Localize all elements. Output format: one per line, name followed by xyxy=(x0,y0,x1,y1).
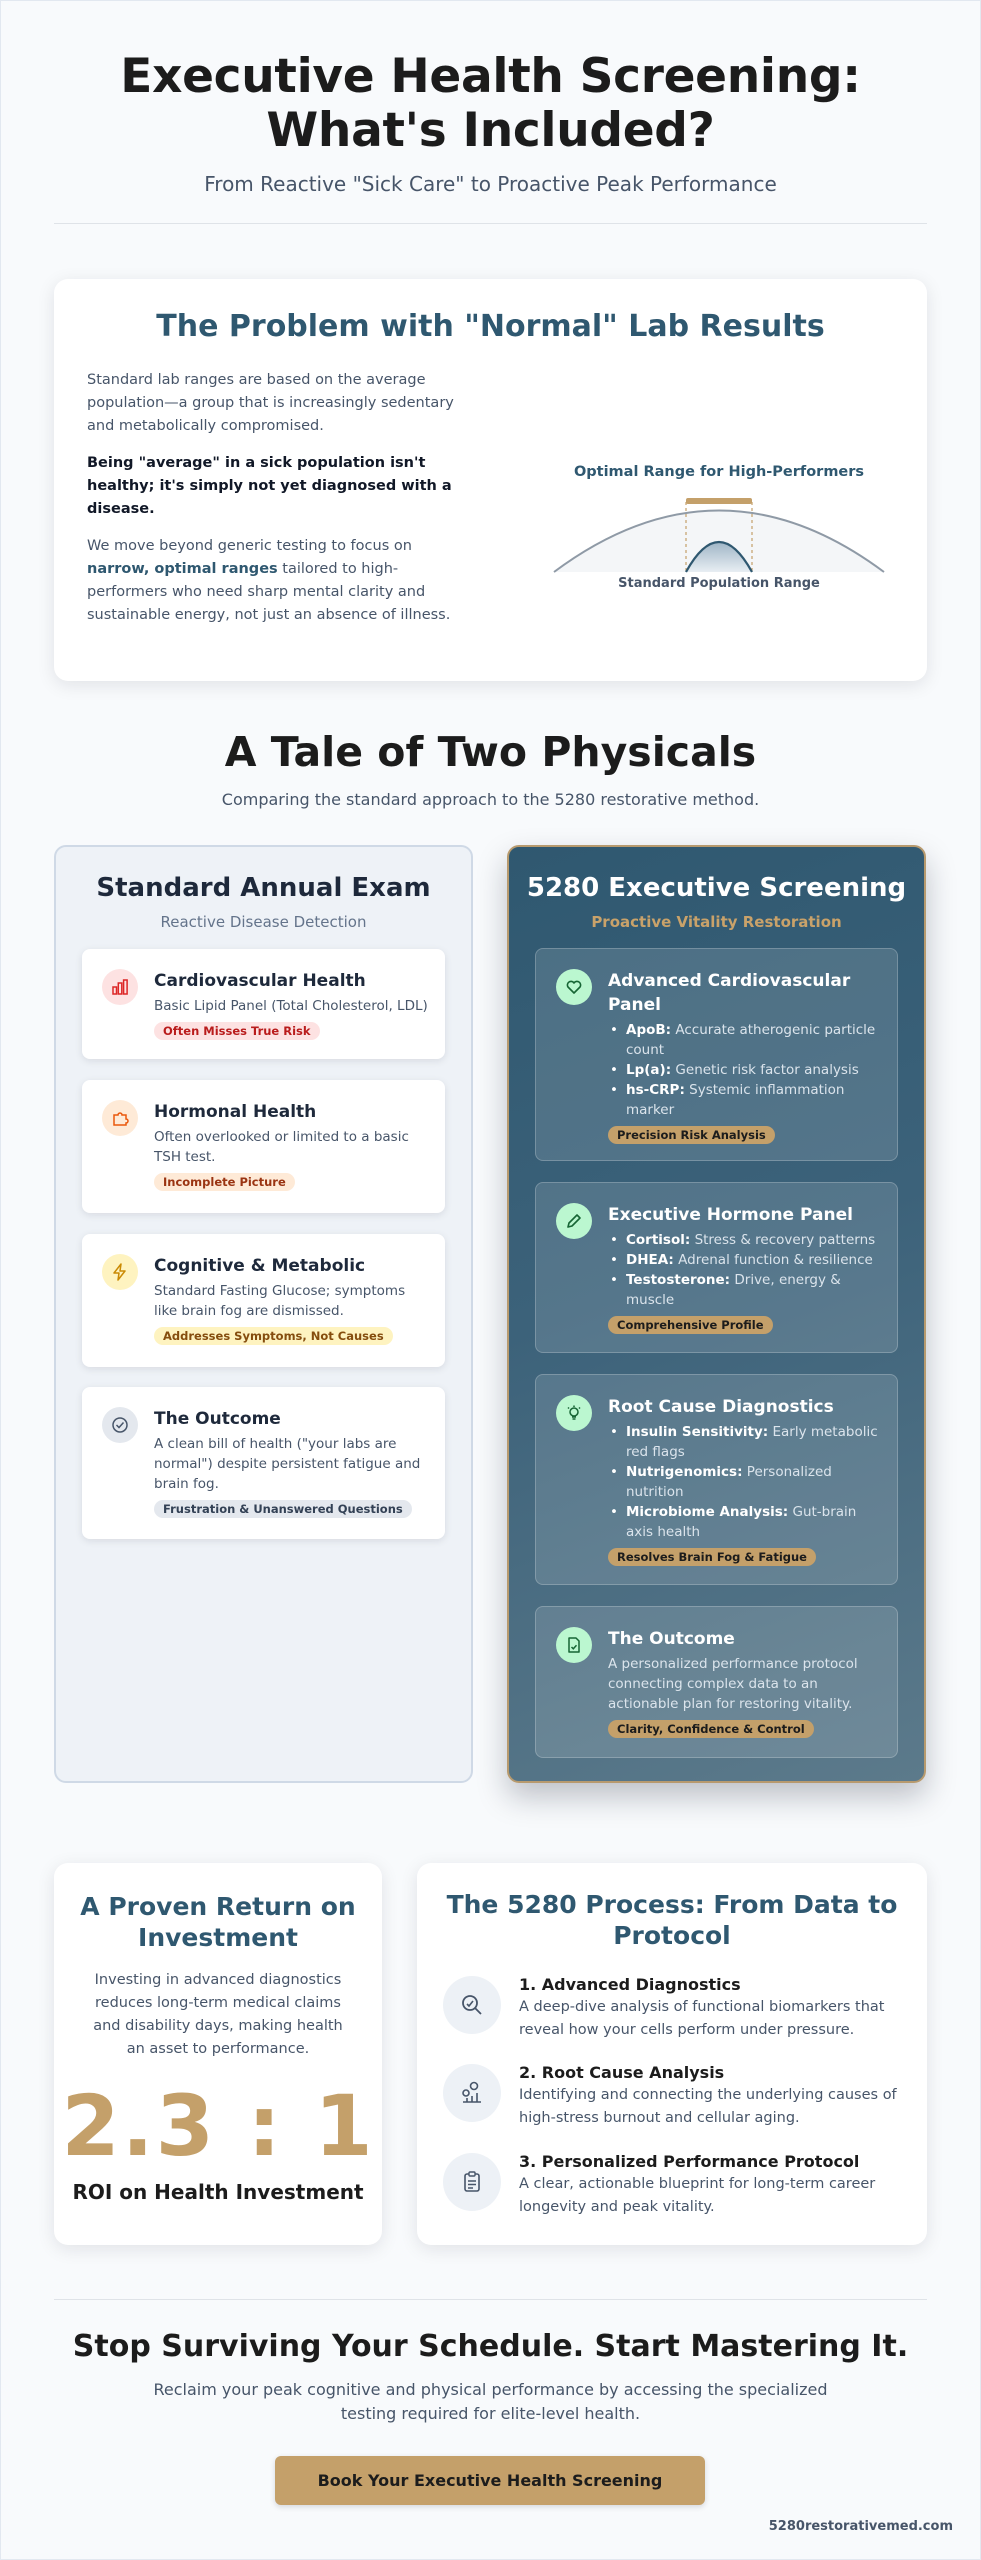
pencil-icon xyxy=(556,1203,592,1239)
cta-section xyxy=(54,2329,927,2426)
problem-p3-highlight: narrow, optimal ranges xyxy=(87,561,278,577)
list-item: • Testosterone: Drive, energy & muscle xyxy=(608,1270,881,1310)
process-card xyxy=(417,1863,927,2245)
check-circle-icon xyxy=(102,1407,138,1443)
list-item: • ApoB: Accurate atherogenic particle count xyxy=(608,1020,881,1060)
problem-paragraph-3 xyxy=(87,535,457,627)
status-badge: Often Misses True Risk xyxy=(154,1022,320,1040)
optimal-bar xyxy=(686,498,752,504)
biomarker-list xyxy=(608,1020,881,1120)
process-title: The 5280 Process: From Data to Protocol xyxy=(446,1890,898,1950)
list-item: • DHEA: Adrenal function & resilience xyxy=(608,1250,881,1270)
problem-text xyxy=(87,369,457,641)
population-range-label: Standard Population Range xyxy=(618,576,820,591)
status-badge: Resolves Brain Fog & Fatigue xyxy=(608,1548,816,1566)
biomarker-list xyxy=(608,1230,881,1310)
roi-title: A Proven Return on Investment xyxy=(80,1892,356,1952)
item-title: Cardiovascular Health xyxy=(154,971,366,991)
step-title: 2. Root Cause Analysis xyxy=(519,2063,725,2082)
roi-label: ROI on Health Investment xyxy=(72,2180,364,2204)
exec-item-hormone xyxy=(535,1182,898,1353)
book-screening-button[interactable]: Book Your Executive Health Screening xyxy=(275,2456,705,2505)
exec-title: 5280 Executive Screening xyxy=(526,873,907,903)
page-subtitle: From Reactive "Sick Care" to Proactive Peak Performance xyxy=(204,172,777,196)
status-badge: Comprehensive Profile xyxy=(608,1316,773,1334)
standard-exam-column xyxy=(54,845,473,1783)
process-step-1 xyxy=(443,1976,897,2056)
standard-item-cardiovascular xyxy=(82,949,445,1059)
status-badge: Precision Risk Analysis xyxy=(608,1126,775,1144)
step-desc: Identifying and connecting the underlying causes of high-stress burnout and cellular aging. xyxy=(519,2087,897,2126)
executive-screening-column xyxy=(507,845,926,1783)
process-step-3 xyxy=(443,2153,897,2233)
puzzle-icon xyxy=(102,1100,138,1136)
page-title xyxy=(54,50,927,158)
list-item: • Cortisol: Stress & recovery patterns xyxy=(608,1230,881,1250)
problem-card xyxy=(54,279,927,681)
list-item: • Microbiome Analysis: Gut-brain axis health xyxy=(608,1502,881,1542)
process-step-2 xyxy=(443,2064,897,2144)
roi-value: 2.3 : 1 xyxy=(61,2077,375,2175)
lightning-icon xyxy=(102,1254,138,1290)
item-title: Executive Hormone Panel xyxy=(608,1205,853,1225)
divider xyxy=(54,2299,927,2300)
standard-item-hormonal xyxy=(82,1080,445,1213)
problem-p3-end: tailored to high-performers who need sharp mental clarity and sustainable energy, not just an absence of illness. xyxy=(87,561,451,623)
clipboard-icon xyxy=(443,2153,501,2211)
bar-chart-icon xyxy=(102,969,138,1005)
exec-item-root-cause xyxy=(535,1374,898,1585)
problem-paragraph-2: Being "average" in a sick population isn't healthy; it's simply not yet diagnosed with a disease. xyxy=(87,455,452,517)
item-desc: A personalized performance protocol connecting complex data to an actionable plan for restoring vitality. xyxy=(608,1656,858,1712)
item-title: Hormonal Health xyxy=(154,1102,317,1122)
website-link[interactable]: 5280restorativemed.com xyxy=(768,2519,953,2534)
list-item: • Nutrigenomics: Personalized nutrition xyxy=(608,1462,881,1502)
document-icon xyxy=(556,1627,592,1663)
item-desc: Basic Lipid Panel (Total Cholesterol, LDL) xyxy=(154,998,428,1014)
problem-paragraph-1: Standard lab ranges are based on the average population—a group that is increasingly sedentary and metabolically compromised. xyxy=(87,372,454,434)
cta-description: Reclaim your peak cognitive and physical performance by accessing the specialized testing required for elite-level health. xyxy=(153,2380,828,2423)
range-curve-graphic xyxy=(544,464,894,604)
network-icon xyxy=(443,2064,501,2122)
exec-item-outcome xyxy=(535,1606,898,1758)
roi-description: Investing in advanced diagnostics reduces long-term medical claims and disability days, making health an asset to performance. xyxy=(93,1972,343,2057)
step-desc: A deep-dive analysis of functional biomarkers that reveal how your cells perform under pressure. xyxy=(519,1999,885,2038)
comparison-subtitle: Comparing the standard approach to the 5280 restorative method. xyxy=(221,790,760,809)
item-desc: Often overlooked or limited to a basic TSH test. xyxy=(154,1129,409,1165)
step-title: 1. Advanced Diagnostics xyxy=(519,1975,741,1994)
exec-item-cardiovascular xyxy=(535,948,898,1161)
heart-icon xyxy=(556,969,592,1005)
status-badge: Addresses Symptoms, Not Causes xyxy=(154,1327,393,1345)
biomarker-list xyxy=(608,1422,881,1542)
roi-card xyxy=(54,1863,382,2245)
page-title-line2: What's Included? xyxy=(266,103,715,158)
list-item: • Lp(a): Genetic risk factor analysis xyxy=(608,1060,881,1080)
standard-tagline: Reactive Disease Detection xyxy=(160,913,367,931)
item-title: The Outcome xyxy=(154,1409,281,1429)
hero-header xyxy=(54,50,927,196)
search-icon xyxy=(443,1976,501,2034)
standard-title: Standard Annual Exam xyxy=(96,873,431,903)
status-badge: Frustration & Unanswered Questions xyxy=(154,1500,412,1518)
item-title: Root Cause Diagnostics xyxy=(608,1397,834,1417)
problem-title: The Problem with "Normal" Lab Results xyxy=(156,309,825,344)
list-item: • Insulin Sensitivity: Early metabolic red flags xyxy=(608,1422,881,1462)
exec-tagline: Proactive Vitality Restoration xyxy=(591,913,842,931)
item-desc: A clean bill of health ("your labs are normal") despite persistent fatigue and brain fog. xyxy=(154,1436,421,1492)
comparison-title: A Tale of Two Physicals xyxy=(224,728,757,776)
step-title: 3. Personalized Performance Protocol xyxy=(519,2152,860,2171)
step-desc: A clear, actionable blueprint for long-term career longevity and peak vitality. xyxy=(519,2176,876,2215)
divider xyxy=(54,223,927,224)
problem-p3-start: We move beyond generic testing to focus on xyxy=(87,538,412,554)
comparison-header xyxy=(54,728,927,809)
status-badge: Incomplete Picture xyxy=(154,1173,295,1191)
list-item: • hs-CRP: Systemic inflammation marker xyxy=(608,1080,881,1120)
cta-title: Stop Surviving Your Schedule. Start Mastering It. xyxy=(72,2329,909,2364)
item-desc: Standard Fasting Glucose; symptoms like brain fog are dismissed. xyxy=(154,1283,406,1319)
item-title: The Outcome xyxy=(608,1629,735,1649)
optimal-range-label: Optimal Range for High-Performers xyxy=(573,464,865,480)
page-title-line1: Executive Health Screening: xyxy=(120,49,861,104)
standard-item-outcome xyxy=(82,1387,445,1539)
item-title: Cognitive & Metabolic xyxy=(154,1256,366,1276)
item-title: Advanced Cardiovascular Panel xyxy=(608,971,851,1015)
status-badge: Clarity, Confidence & Control xyxy=(608,1720,814,1738)
standard-item-cognitive xyxy=(82,1234,445,1367)
lightbulb-icon xyxy=(556,1395,592,1431)
